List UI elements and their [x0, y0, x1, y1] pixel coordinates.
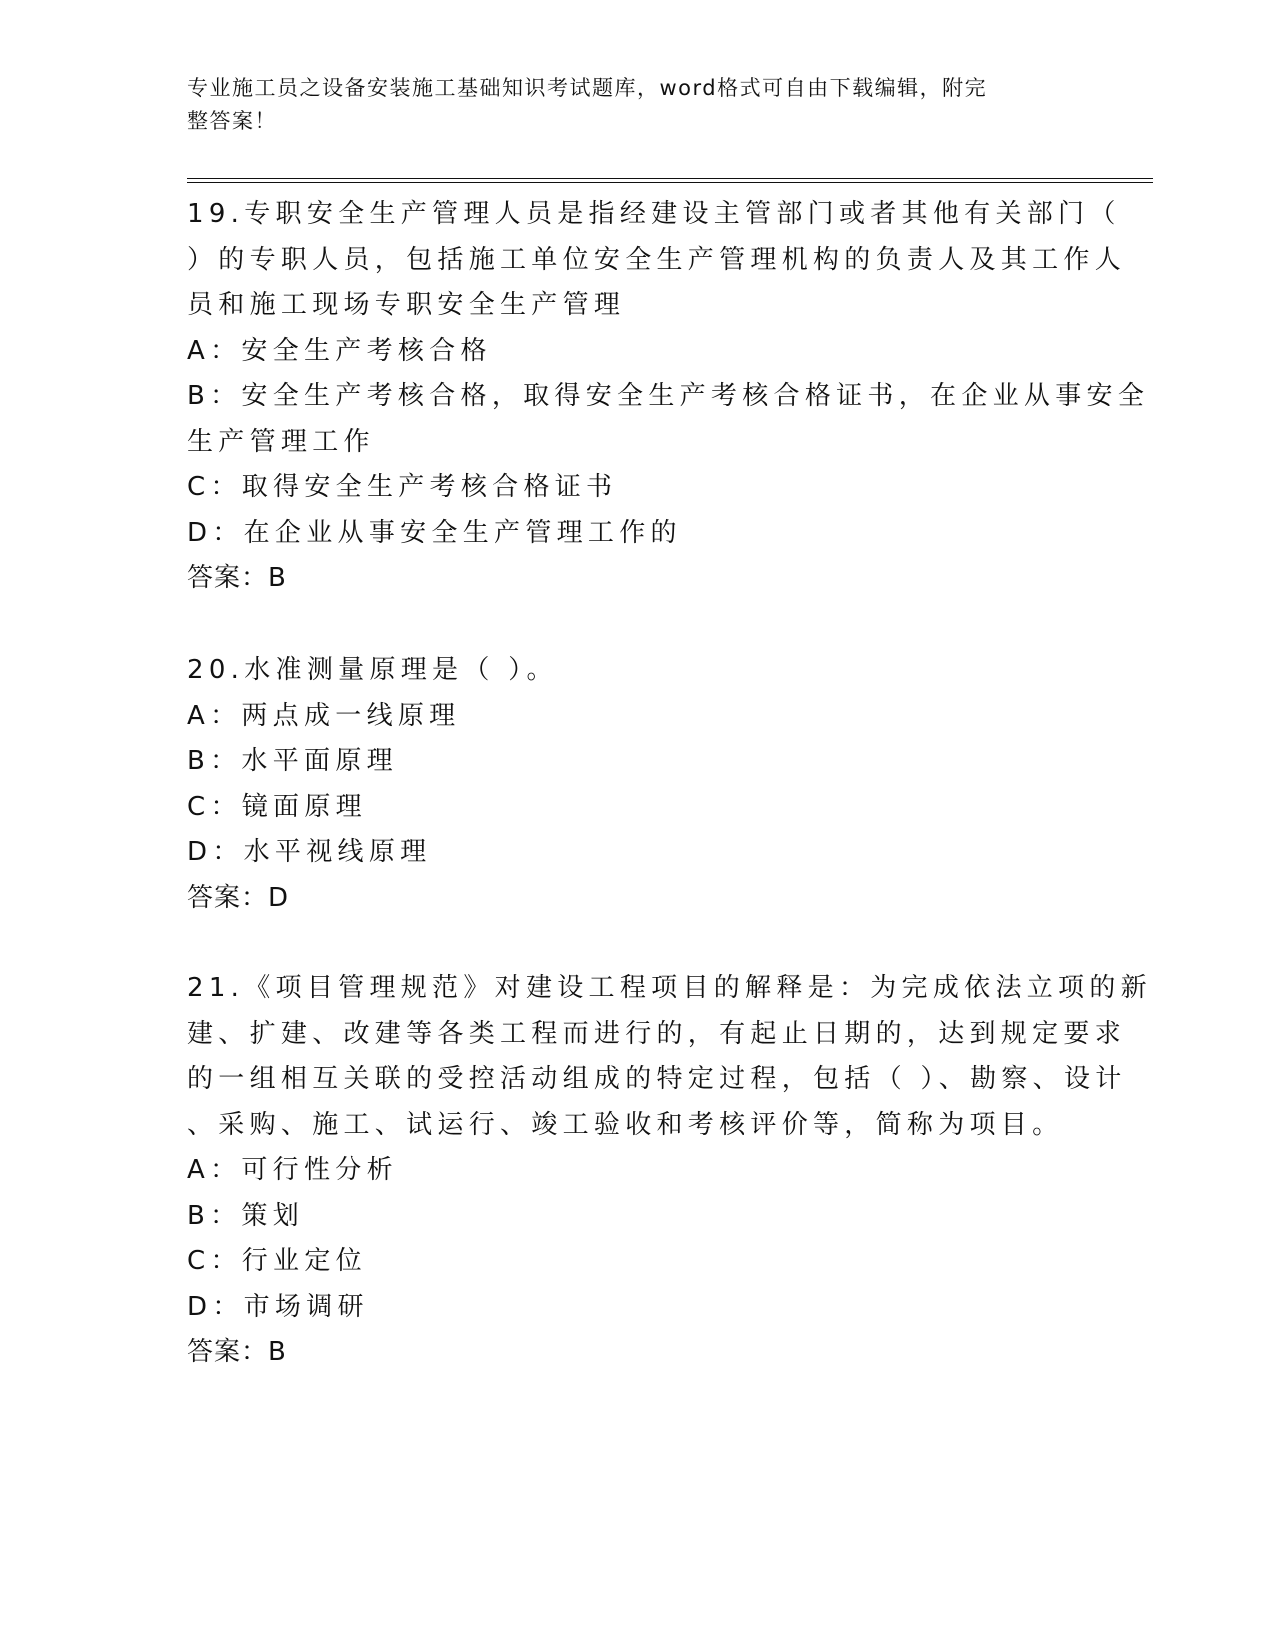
option-b: B：水平面原理: [187, 746, 398, 776]
option-d: D：水平视线原理: [187, 837, 432, 867]
question-stem-line: 的一组相互关联的受控活动组成的特定过程，包括（ ）、勘察、设计: [187, 1064, 1127, 1094]
header-line-1: 专业施工员之设备安装施工基础知识考试题库，word格式可自由下载编辑，附完: [187, 76, 988, 100]
answer-label: 答案：D: [187, 882, 290, 913]
question-20: [187, 648, 1087, 921]
question-stem-line: ）的专职人员，包括施工单位安全生产管理机构的负责人及其工作人: [187, 244, 1127, 275]
answer-label: 答案：B: [187, 1337, 287, 1367]
option-d: D：市场调研: [187, 1291, 369, 1322]
option-a: A：可行性分析: [187, 1155, 398, 1185]
option-b-continued: 生产管理工作: [187, 426, 375, 457]
option-b: B：安全生产考核合格，取得安全生产考核合格证书，在企业从事安全: [187, 381, 1150, 411]
option-a: A：两点成一线原理: [187, 700, 461, 731]
question-stem-line: 、采购、施工、试运行、竣工验收和考核评价等，简称为项目。: [187, 1109, 1064, 1140]
option-a: A：安全生产考核合格: [187, 335, 492, 366]
header-divider-bottom: [187, 182, 1153, 183]
header-divider-top: [187, 178, 1153, 179]
question-21: [187, 966, 1152, 1376]
option-c: C：取得安全生产考核合格证书: [187, 472, 618, 502]
question-19: [187, 192, 1150, 602]
document-header: [187, 72, 1067, 138]
option-c: C：行业定位: [187, 1246, 367, 1276]
option-b: B：策划: [187, 1200, 305, 1231]
question-stem-line: 员和施工现场专职安全生产管理: [187, 290, 626, 320]
answer-label: 答案：B: [187, 563, 287, 593]
question-stem-line: 19.专职安全生产管理人员是指经建设主管部门或者其他有关部门（: [187, 199, 1121, 229]
header-line-2: 整答案！: [187, 109, 277, 133]
question-stem-line: 21.《项目管理规范》对建设工程项目的解释是：为完成依法立项的新: [187, 973, 1152, 1003]
option-c: C：镜面原理: [187, 791, 367, 822]
question-stem-line: 20.水准测量原理是（ ）。: [187, 655, 558, 685]
question-stem-line: 建、扩建、改建等各类工程而进行的，有起止日期的，达到规定要求: [187, 1018, 1127, 1049]
option-d: D：在企业从事安全生产管理工作的: [187, 517, 682, 548]
